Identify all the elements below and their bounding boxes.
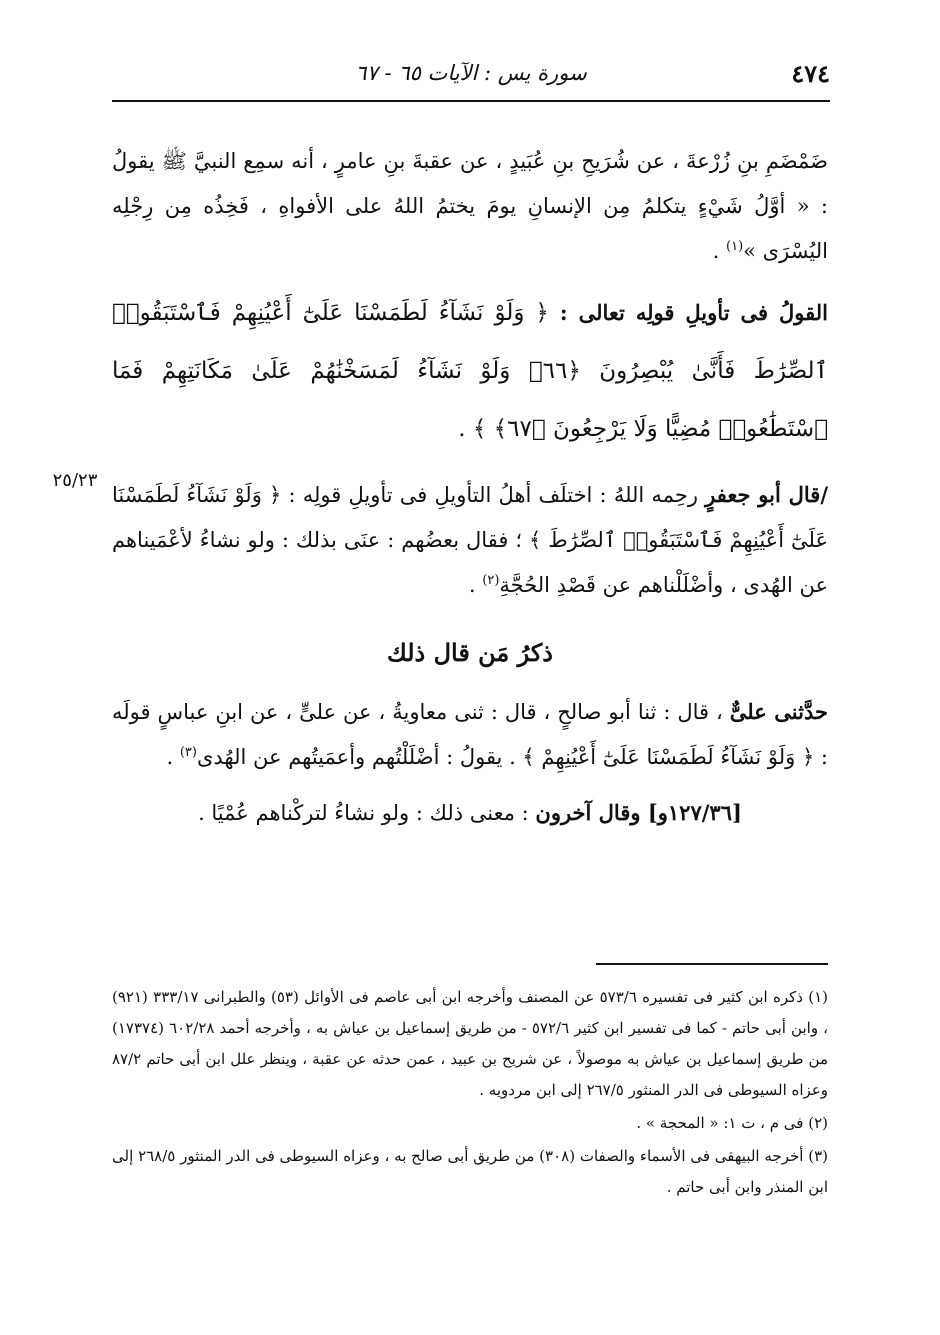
paragraph-text: ، قال : ثنا أبو صالحٍ ، قال : ثنى معاويةُ ، عن علىٍّ ، عن ابنِ عباسٍ قولَه : ﴿ وَلَوْ نَشَآءُ لَطَمَسْنَا عَلَىٰٓ أَعْيُنِهِمْ ﴾ . يقولُ : أضْلَلْتُهم وأعمَيتُهم عن الهُدى [112, 700, 828, 769]
paragraph-narration [112, 689, 828, 780]
paragraph-lead: /قال أبو جعفرٍ [705, 482, 828, 507]
footnote-ref: (٣) [179, 745, 197, 760]
main-text [112, 138, 828, 846]
footnotes [112, 982, 828, 1205]
paragraph-lead: [١٢٧/٣٦و] وقال آخرون [535, 800, 742, 825]
paragraph-text: رحِمه اللهُ : اختلَف أهلُ التأويلِ فى تأويلِ قولِه : ﴿ وَلَوْ نَشَآءُ لَطَمَسْنَا عَلَىٰٓ أَعْيُنِهِمْ فَٱسْتَبَقُوا۟ ٱلصِّرَٰطَ ﴾ ؛ فقال بعضُهم : عنَى بذلك : ولو نشاءُ لأعْمَيناهم عن الهُدى ، وأضْلَلْناهم عن قَصْدِ الحُجَّةِ [112, 483, 828, 597]
paragraph-verse [112, 284, 828, 458]
paragraph-tail: . [712, 239, 726, 263]
paragraph-text: ضَمْضَمِ بنِ زُرْعةَ ، عن شُرَيحِ بنِ عُبَيدٍ ، عن عقبةَ بنِ عامرٍ ، أنه سمِع النبيَّ ﷺ يقولُ : « أوَّلُ شَيْءٍ يتكلمُ مِن الإنسانِ يومَ يختمُ اللهُ على الأفواهِ ، فَخِذُه مِن رِجْلِه اليُسْرَى » [112, 149, 828, 263]
running-title: سورة يس : الآيات ٦٥ - ٦٧ [355, 61, 587, 85]
quran-verse-text: ﴿ وَلَوْ نَشَآءُ لَطَمَسْنَا عَلَىٰٓ أَعْيُنِهِمْ فَٱسْتَبَقُوا۟ ٱلصِّرَٰطَ فَأَنَّىٰ يُبْصِرُونَ ﴿٦٦﴾ وَلَوْ نَشَآءُ لَمَسَخْنَٰهُمْ عَلَىٰ مَكَانَتِهِمْ فَمَا ٱسْتَطَٰعُوا۟ مُضِيًّا وَلَا يَرْجِعُونَ ﴿٦٧﴾ ﴾ . [112, 300, 828, 442]
footnote-ref: (١) [726, 239, 744, 254]
page-number: ٤٧٤ [791, 59, 830, 88]
paragraph-lead: القولُ فى تأويلِ قولِه تعالى : [559, 300, 829, 325]
paragraph-hadith [112, 138, 828, 274]
footnote-2: (٢) فى م ، ت ١: « المحجة » . [636, 1114, 828, 1132]
paragraph-tail: . [468, 573, 483, 597]
paragraph-commentary [112, 472, 828, 608]
paragraph-others [112, 790, 828, 836]
paragraph-text: : معنى ذلك : ولو نشاءُ لتركْناهم عُمْيًا . [198, 801, 536, 825]
header-rule [112, 100, 830, 102]
footnote-1: (١) ذكره ابن كثير فى تفسيره ٥٧٣/٦ عن المصنف وأخرجه ابن أبى عاصم فى الأوائل (٥٣) والطبرانى ٣٣٣/١٧ (٩٢١) ، وابن أبى حاتم - كما فى تفسير ابن كثير ٥٧٢/٦ - من طريق إسماعيل بن عياش به ، وأخرجه أحمد ٦٠٢/٢٨ (١٧٣٧٤) من طريق إسماعيل بن عياش به موصولاً ، عن شريح بن عبيد ، عمن حدثه عن عقبة ، وينظر علل ابن أبى حاتم ٨٧/٢ وعزاه السيوطى فى الدر المنثور ٢٦٧/٥ إلى ابن مردويه . [112, 988, 828, 1099]
margin-reference: ٢٥/٢٣ [52, 470, 98, 491]
section-heading: ذكرُ مَن قال ذلك [387, 638, 553, 667]
page-header [112, 55, 830, 95]
footnote-3: (٣) أخرجه البيهقى فى الأسماء والصفات (٣٠٨) من طريق أبى صالح به ، وعزاه السيوطى فى الدر المنثور ٢٦٨/٥ إلى ابن المنذر وابن أبى حاتم . [112, 1147, 829, 1196]
footnote-rule [596, 963, 828, 965]
paragraph-lead: حدَّثنى علىٌّ [729, 699, 828, 724]
paragraph-tail: . [166, 745, 180, 769]
footnote-ref: (٢) [482, 573, 500, 588]
